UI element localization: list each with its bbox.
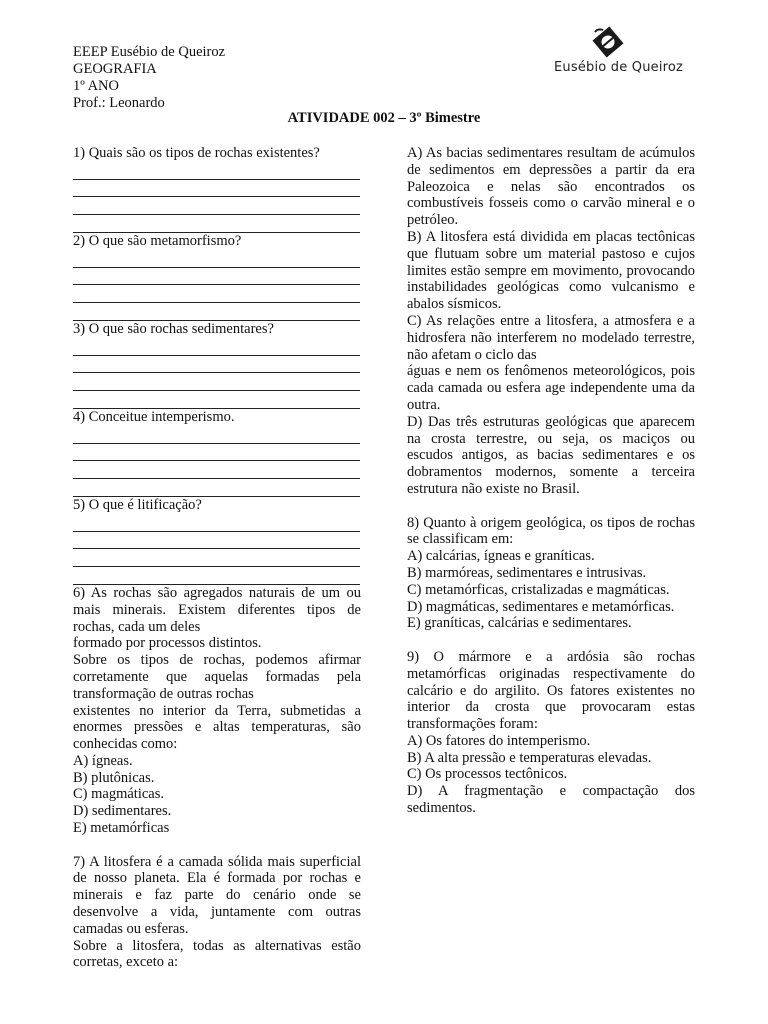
grade-level: 1º ANO	[73, 78, 119, 94]
answer-line[interactable]	[73, 250, 360, 268]
question-7-intro: 7) A litosfera é a camada sólida mais superficial de nosso planeta. Ela é formada por rochas e minerais e faz parte do cenário onde se desenvolve a vida, juntamente com outras camadas ou esferas.	[73, 853, 361, 937]
answer-line[interactable]	[73, 532, 360, 550]
school-logo-icon	[540, 26, 690, 62]
q8-option-a[interactable]: A) calcárias, ígneas e graníticas.	[407, 548, 595, 565]
q6-option-e[interactable]: E) metamórficas	[73, 820, 170, 837]
q6-option-d[interactable]: D) sedimentares.	[73, 803, 172, 820]
question-2: 2) O que são metamorfismo?	[73, 232, 242, 249]
answer-line[interactable]	[73, 356, 360, 374]
q7-option-b[interactable]: B) A litosfera está dividida em placas tectônicas que flutuam sobre um material pastoso e cujos limites estão sempre em movimento, provocando instabilidades geológicas como vulcanismo e abalos sísmicos.	[407, 228, 695, 313]
q9-option-d[interactable]: D) A fragmentação e compactação dos sedimentos.	[407, 783, 695, 817]
q6-option-a[interactable]: A) ígneas.	[73, 752, 133, 769]
question-6-intro: 6) As rochas são agregados naturais de um ou mais minerais. Existem diferentes tipos de rochas, cada um deles	[73, 584, 361, 635]
answer-line[interactable]	[73, 285, 360, 303]
question-6-stem: Sobre os tipos de rochas, podemos afirmar corretamente que aquelas formadas pela transformação de outras rochas	[73, 652, 361, 702]
q6-option-b[interactable]: B) plutônicas.	[73, 769, 155, 786]
answer-line[interactable]	[73, 426, 360, 444]
q7-option-a[interactable]: A) As bacias sedimentares resultam de acúmulos de sedimentos em depressões a partir da era Paleozoica e nelas são encontrados os combustíveis fosseis como o carvão mineral e o petróleo.	[407, 145, 695, 229]
answer-line[interactable]	[73, 338, 360, 356]
answer-line[interactable]	[73, 444, 360, 462]
q8-option-d[interactable]: D) magmáticas, sedimentares e metamórficas.	[407, 598, 675, 615]
answer-line[interactable]	[73, 461, 360, 479]
answer-line[interactable]	[73, 162, 360, 180]
left-column	[73, 145, 361, 971]
q7-option-d[interactable]: D) Das três estruturas geológicas que aparecem na crosta terrestre, ou seja, os maciços ou escudos antigos, as bacias sedimentares e os dobramentos modernos, somente a terceira estrutura não existe no Brasil.	[407, 413, 695, 497]
q7-option-c[interactable]: C) As relações entre a litosfera, a atmosfera e a hidrosfera não interferem no modelado terrestre, não afetam o ciclo das	[407, 312, 695, 363]
question-6-intro-cont: formado por processos distintos.	[73, 635, 262, 652]
question-9: 9) O mármore e a ardósia são rochas metamórficas originadas respectivamente do calcário e do argilito. Os fatores existentes no interior da crosta que provocaram estas transformações foram:	[407, 648, 695, 733]
answer-line[interactable]	[73, 567, 360, 585]
answer-line[interactable]	[73, 373, 360, 391]
answer-line[interactable]	[73, 215, 360, 233]
right-column	[407, 145, 695, 817]
school-logo	[540, 26, 690, 82]
answer-line[interactable]	[73, 479, 360, 497]
q7-option-c-cont: águas e nem os fenômenos meteorológicos, pois cada camada ou esfera age independente uma da outra.	[407, 363, 695, 413]
answer-line[interactable]	[73, 303, 360, 321]
answer-line[interactable]	[73, 549, 360, 567]
activity-title: ATIVIDADE 002 – 3º Bimestre	[287, 110, 481, 126]
school-name: EEEP Eusébio de Queiroz	[73, 44, 226, 60]
header-block	[73, 44, 225, 112]
q8-option-c[interactable]: C) metamórficas, cristalizadas e magmáticas.	[407, 581, 670, 598]
q6-option-c[interactable]: C) magmáticas.	[73, 786, 165, 803]
question-4: 4) Conceitue intemperismo.	[73, 408, 235, 425]
teacher-name: Prof.: Leonardo	[73, 95, 165, 111]
q9-option-b[interactable]: B) A alta pressão e temperaturas elevadas.	[407, 749, 652, 766]
question-6-stem-cont: existentes no interior da Terra, submetidas a enormes pressões e altas temperaturas, são conhecidas como:	[73, 702, 361, 753]
answer-line[interactable]	[73, 180, 360, 198]
q9-option-c[interactable]: C) Os processos tectônicos.	[407, 766, 568, 783]
answer-line[interactable]	[73, 514, 360, 532]
q8-option-e[interactable]: E) graníticas, calcárias e sedimentares.	[407, 615, 632, 632]
question-8: 8) Quanto à origem geológica, os tipos de rochas se classificam em:	[407, 514, 695, 548]
q8-option-b[interactable]: B) marmóreas, sedimentares e intrusivas.	[407, 564, 647, 581]
question-5: 5) O que é litificação?	[73, 496, 202, 513]
q9-option-a[interactable]: A) Os fatores do intemperismo.	[407, 732, 591, 749]
subject-name: GEOGRAFIA	[73, 61, 157, 77]
question-7-stem: Sobre a litosfera, todas as alternativas estão corretas, exceto a:	[73, 937, 361, 971]
answer-line[interactable]	[73, 268, 360, 286]
question-3: 3) O que são rochas sedimentares?	[73, 320, 274, 337]
logo-text: Eusébio de Queiroz	[554, 60, 684, 75]
answer-line[interactable]	[73, 197, 360, 215]
answer-line[interactable]	[73, 391, 360, 409]
question-1: 1) Quais são os tipos de rochas existentes?	[73, 145, 320, 161]
